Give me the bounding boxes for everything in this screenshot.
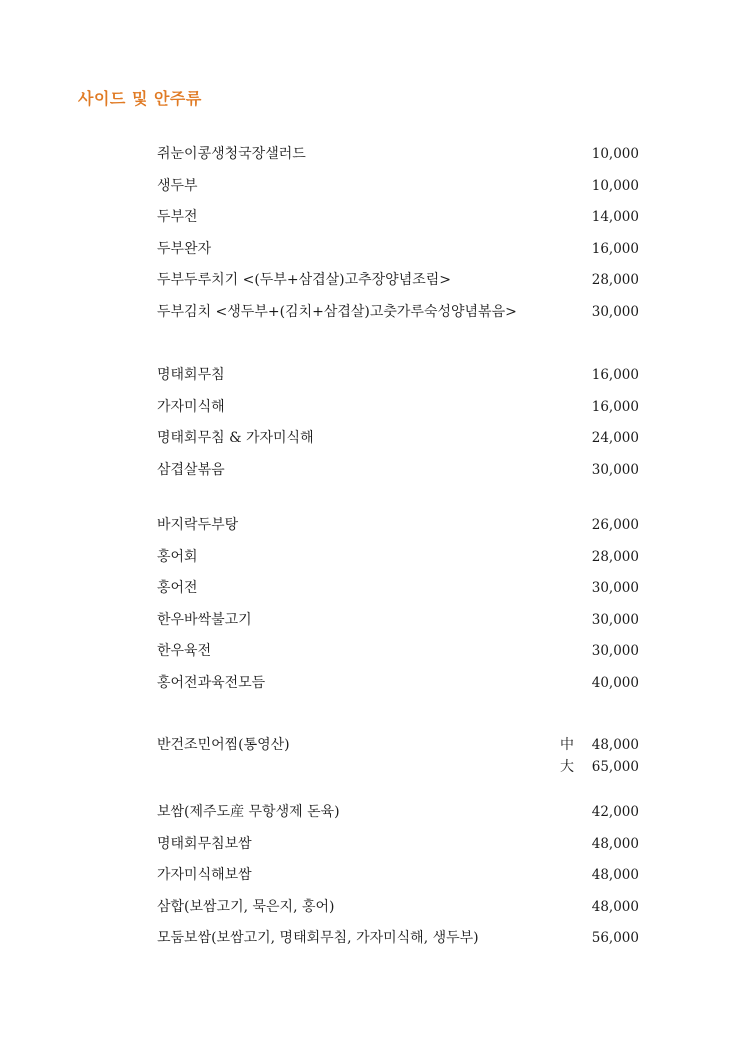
menu-item xyxy=(157,546,639,568)
item-price: 16,000 xyxy=(591,367,639,383)
menu-item xyxy=(157,734,639,756)
item-name: 쥐눈이콩생청국장샐러드 xyxy=(157,146,306,162)
item-price: 42,000 xyxy=(591,804,639,820)
menu-item xyxy=(157,143,639,165)
item-name: 삼합(보쌈고기, 묵은지, 홍어) xyxy=(157,899,335,915)
item-price: 65,000 xyxy=(591,759,639,775)
item-name: 두부전 xyxy=(157,209,198,225)
item-name: 두부완자 xyxy=(157,241,212,257)
menu-item xyxy=(157,396,639,418)
menu-item xyxy=(157,801,639,823)
menu-item xyxy=(157,269,639,291)
menu-item xyxy=(157,459,639,481)
menu-item xyxy=(157,833,639,855)
item-price: 48,000 xyxy=(591,737,639,753)
item-price: 40,000 xyxy=(591,675,639,691)
item-price: 48,000 xyxy=(591,867,639,883)
item-name: 한우바싹불고기 xyxy=(157,612,252,628)
menu-item xyxy=(157,206,639,228)
item-price: 24,000 xyxy=(591,430,639,446)
item-price: 14,000 xyxy=(591,209,639,225)
item-price: 48,000 xyxy=(591,836,639,852)
item-name: 가자미식해보쌈 xyxy=(157,867,252,883)
menu-item xyxy=(157,175,639,197)
menu-item xyxy=(157,896,639,918)
item-name: 보쌈(제주도産 무항생제 돈육) xyxy=(157,804,340,820)
item-name: 명태회무침 & 가자미식해 xyxy=(157,430,314,446)
section-title: 사이드 및 안주류 xyxy=(78,89,202,108)
item-price: 26,000 xyxy=(591,517,639,533)
item-name: 명태회무침보쌈 xyxy=(157,836,252,852)
menu-item xyxy=(157,301,639,323)
item-price: 30,000 xyxy=(591,612,639,628)
size-label: 中 xyxy=(560,737,574,753)
item-name: 생두부 xyxy=(157,178,198,194)
menu-item xyxy=(157,238,639,260)
item-price: 30,000 xyxy=(591,643,639,659)
item-price: 48,000 xyxy=(591,899,639,915)
item-price: 30,000 xyxy=(591,462,639,478)
item-name: 두부두루치기 <(두부+삼겹살)고추장양념조림> xyxy=(157,272,451,288)
item-name: 홍어전과육전모듬 xyxy=(157,675,266,691)
item-price: 30,000 xyxy=(591,580,639,596)
item-name: 두부김치 <생두부+(김치+삼겹살)고춧가루숙성양념볶음> xyxy=(157,304,517,320)
item-price: 16,000 xyxy=(591,241,639,257)
item-name: 반건조민어찜(통영산) xyxy=(157,737,290,753)
item-name: 바지락두부탕 xyxy=(157,517,239,533)
menu-item xyxy=(157,756,639,778)
menu-item xyxy=(157,672,639,694)
menu-item xyxy=(157,609,639,631)
item-price: 28,000 xyxy=(591,272,639,288)
menu-item xyxy=(157,640,639,662)
item-name: 가자미식해 xyxy=(157,399,225,415)
item-price: 56,000 xyxy=(591,930,639,946)
menu-item xyxy=(157,927,639,949)
item-name: 홍어회 xyxy=(157,549,198,565)
item-name: 삼겹살볶음 xyxy=(157,462,225,478)
item-price: 28,000 xyxy=(591,549,639,565)
item-price: 16,000 xyxy=(591,399,639,415)
item-price: 10,000 xyxy=(591,178,639,194)
item-name: 명태회무침 xyxy=(157,367,225,383)
menu-item xyxy=(157,577,639,599)
item-name: 홍어전 xyxy=(157,580,198,596)
menu-item xyxy=(157,427,639,449)
item-price: 10,000 xyxy=(591,146,639,162)
item-name: 한우육전 xyxy=(157,643,212,659)
item-name: 모둠보쌈(보쌈고기, 명태회무침, 가자미식해, 생두부) xyxy=(157,930,479,946)
menu-item xyxy=(157,514,639,536)
size-label: 大 xyxy=(560,759,574,775)
menu-item xyxy=(157,364,639,386)
item-price: 30,000 xyxy=(591,304,639,320)
menu-item xyxy=(157,864,639,886)
